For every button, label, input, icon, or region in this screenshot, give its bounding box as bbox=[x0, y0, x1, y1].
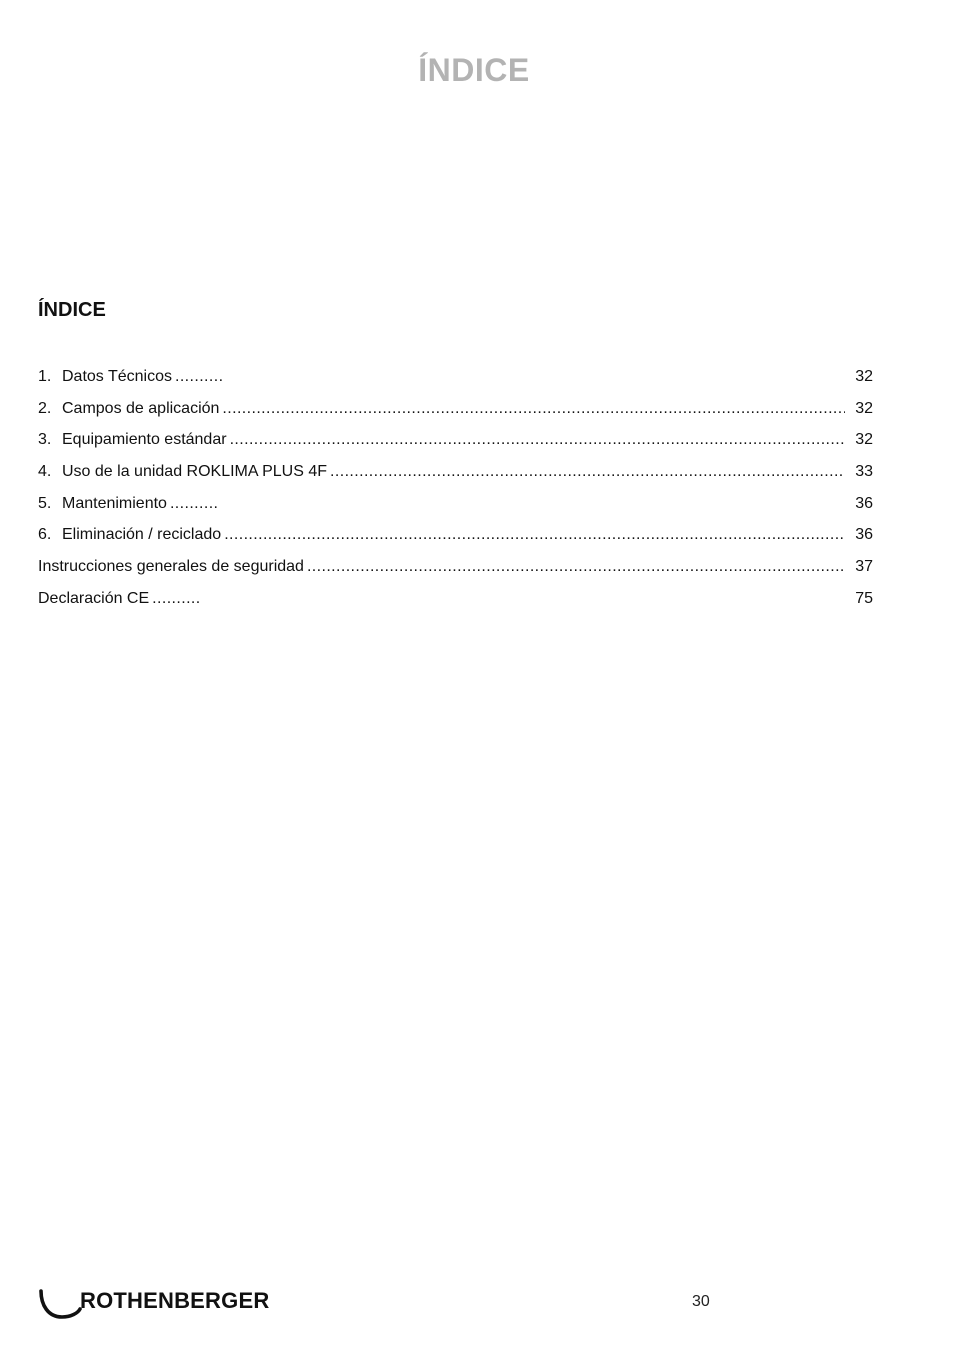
page-number: 30 bbox=[692, 1293, 710, 1310]
toc-entry-label: Uso de la unidad ROKLIMA PLUS 4F bbox=[62, 463, 328, 481]
toc-entry[interactable] bbox=[38, 460, 873, 492]
toc-entry-page: 36 bbox=[855, 494, 873, 512]
toc-leader-dots bbox=[230, 428, 845, 452]
toc-leader-dots bbox=[224, 523, 845, 547]
page-header-title: ÍNDICE bbox=[418, 52, 530, 88]
section-title: ÍNDICE bbox=[38, 299, 106, 321]
brand-logo bbox=[38, 1287, 269, 1323]
brand-name: ROTHENBERGER bbox=[80, 1288, 270, 1313]
toc-entry[interactable] bbox=[38, 397, 873, 429]
toc-entry-page: 75 bbox=[855, 589, 873, 607]
toc-entry[interactable] bbox=[38, 555, 873, 587]
logo-hook-icon bbox=[38, 1287, 82, 1321]
toc-entry-label: Campos de aplicación bbox=[62, 399, 220, 417]
toc-leader-dots bbox=[170, 492, 218, 516]
toc-entry-page: 33 bbox=[855, 463, 873, 481]
toc-entry[interactable] bbox=[38, 428, 873, 460]
toc-entry-page: 37 bbox=[855, 558, 873, 576]
toc-leader-dots bbox=[222, 397, 845, 421]
toc-entry[interactable] bbox=[38, 587, 873, 619]
toc-entry[interactable] bbox=[38, 523, 873, 555]
table-of-contents bbox=[38, 365, 873, 619]
toc-entry-number: 2. bbox=[38, 399, 52, 417]
toc-entry-label: Datos Técnicos bbox=[62, 368, 172, 385]
toc-entry-page: 32 bbox=[855, 431, 873, 449]
toc-entry-number: 4. bbox=[38, 463, 52, 481]
toc-entry-label: Declaración CE bbox=[38, 589, 150, 607]
toc-entry-page: 36 bbox=[855, 526, 873, 544]
toc-entry-number: 3. bbox=[38, 431, 52, 449]
toc-entry-page: 32 bbox=[855, 399, 873, 417]
toc-entry-page: 32 bbox=[855, 368, 873, 385]
toc-entry-label: Equipamiento estándar bbox=[62, 431, 227, 449]
toc-leader-dots bbox=[307, 555, 845, 579]
toc-leader-dots bbox=[152, 587, 200, 611]
toc-entry-number: 1. bbox=[38, 368, 52, 385]
toc-leader-dots bbox=[330, 460, 845, 484]
toc-entry-label: Eliminación / reciclado bbox=[62, 526, 222, 544]
toc-entry[interactable] bbox=[38, 365, 873, 397]
toc-leader-dots bbox=[175, 365, 223, 389]
toc-entry-number: 6. bbox=[38, 526, 52, 544]
toc-entry-label: Mantenimiento bbox=[62, 494, 167, 512]
toc-entry-label: Instrucciones generales de seguridad bbox=[38, 558, 304, 576]
toc-entry[interactable] bbox=[38, 492, 873, 524]
toc-entry-number: 5. bbox=[38, 494, 52, 512]
